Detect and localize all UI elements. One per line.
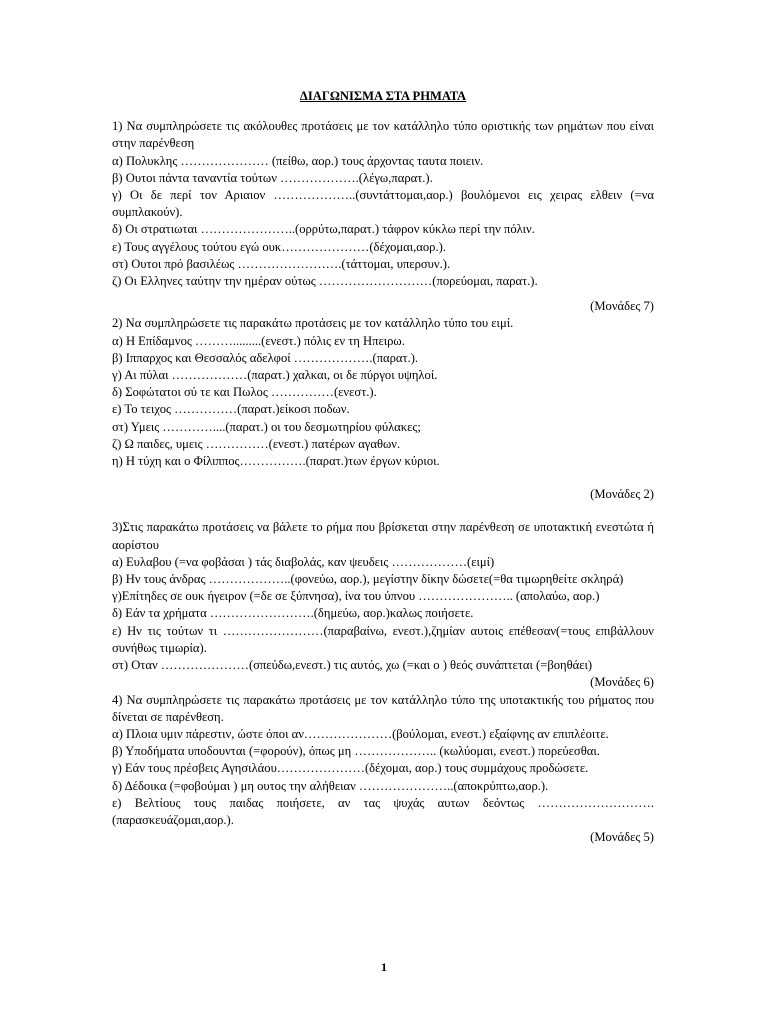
question-3-item-d: δ) Εάν τα χρήματα …………………….(δημεύω, αορ.)καλως ποιήσετε. bbox=[112, 606, 474, 621]
question-1-item-b: β) Ουτοι πάντα ταναντία τούτων ……………….(λέγω,παρατ.). bbox=[112, 170, 433, 185]
question-1-marks: (Μονάδες 7) bbox=[590, 299, 654, 314]
section-1 bbox=[112, 118, 654, 315]
question-1-item-st: στ) Ουτοι πρό βασιλέως …………………….(τάττομαι, υπερσυν.). bbox=[112, 256, 451, 271]
question-2-intro: 2) Να συμπληρώσετε τις παρακάτω προτάσεις με τον κατάλληλο τύπο του ειμί. bbox=[112, 316, 514, 331]
question-3-item-a: α) Ευλαβου (=να φοβάσαι ) τάς διαβολάς, καν ψευδεις ………………(ειμί) bbox=[112, 554, 495, 569]
question-4-marks: (Μονάδες 5) bbox=[590, 830, 654, 845]
question-1-item-d: δ) Οι στρατιωται …………………..(ορρύτω,παρατ.) τάφρον κύκλω περί την πόλιν. bbox=[112, 222, 535, 237]
question-1-intro: 1) Να συμπληρώσετε τις ακόλουθες προτάσεις με τον κατάλληλο τύπο οριστικής των ρημάτων που είναι στην παρένθεση bbox=[112, 119, 654, 151]
question-2-item-i: η) Η τύχη και ο Φίλιππος…………….(παρατ.)των έργων κύριοι. bbox=[112, 454, 440, 469]
question-2-marks: (Μονάδες 2) bbox=[590, 487, 654, 502]
question-4-item-a: α) Πλοια υμιν πάρεστιν, ώστε όποι αν…………………(βούλομαι, ενεστ.) εξαίφνης αν επιπλέοιτε. bbox=[112, 726, 609, 741]
page-title: ΔΙΑΓΩΝΙΣΜΑ ΣΤΑ ΡΗΜΑΤΑ bbox=[299, 89, 467, 103]
question-2-item-a: α) Η Επίδαμνος ……….........(ενεστ.) πόλις εν τη Ηπειρω. bbox=[112, 333, 405, 348]
question-3-item-b: β) Ην τους άνδρας ………………..(φονεύω, αορ.), μεγίστην δίκην δώσετε(=θα τιμωρηθείτε σκληρά) bbox=[112, 572, 624, 587]
section-4 bbox=[112, 692, 654, 847]
question-2-item-c: γ) Αι πύλαι ………………(παρατ.) χαλκαι, οι δε πύργοι υψηλοί. bbox=[112, 368, 438, 383]
question-1-item-a: α) Πολυκλης ………………… (πείθω, αορ.) τους άρχοντας ταυτα ποιειν. bbox=[112, 153, 484, 168]
question-2-item-e: ε) Το τειχος ……………(παρατ.)είκοσι ποδων. bbox=[112, 402, 350, 417]
question-3-intro: 3)Στις παρακάτω προτάσεις να βάλετε το ρήμα που βρίσκεται στην παρένθεση σε υποτακτική ενεστώτα ή αορίστου bbox=[112, 520, 654, 552]
question-3-marks: (Μονάδες 6) bbox=[590, 675, 654, 690]
question-4-item-d: δ) Δέδοικα (=φοβούμαι ) μη ουτος την αλήθειαν …………………..(αποκρύπτω,αορ.). bbox=[112, 778, 549, 793]
question-3-item-c: γ)Επίτηδες σε ουκ ήγειρον (=δε σε ξύπνησα), ίνα του ύπνου ………………….. (απολαύω, αορ.) bbox=[112, 589, 600, 604]
question-4-item-e: ε) Βελτίους τους παιδας ποιήσετε, αν τας ψυχάς αυτων δεόντως ……………………….(παρασκευάζομαι,αορ.). bbox=[112, 795, 654, 827]
question-4-intro: 4) Να συμπληρώσετε τις παρακάτω προτάσεις με τον κατάλληλο τύπο της υποτακτικής του ρήματος που δίνεται σε παρένθεση. bbox=[112, 692, 654, 724]
question-1-item-z: ζ) Οι Ελληνες ταύτην την ημέραν ούτως ………………………(πορεύομαι, παρατ.). bbox=[112, 274, 538, 289]
section-3 bbox=[112, 519, 654, 691]
question-2-item-d: δ) Σοφώτατοι σύ τε και Πωλος ……………(ενεστ.). bbox=[112, 385, 377, 400]
question-1-item-c: γ) Οι δε περί τον Αριαιον ………………..(συντάττομαι,αορ.) βουλόμενοι εις χειρας ελθειν (=να συμπλακούν). bbox=[112, 188, 654, 220]
question-4-item-c: γ) Εάν τους πρέσβεις Αγησιλάου…………………(δέχομαι, αορ.) τους συμμάχους προδώσετε. bbox=[112, 761, 589, 776]
question-2-item-z: ζ) Ω παιδες, υμεις ……………(ενεστ.) πατέρων αγαθων. bbox=[112, 436, 401, 451]
question-2-item-st: στ) Υμεις …………....(παρατ.) οι του δεσμωτηρίου φύλακες; bbox=[112, 419, 421, 434]
section-2 bbox=[112, 315, 654, 519]
question-4-item-b: β) Υποδήματα υποδουνται (=φορούν), όπως μη ……………….. (κωλύομαι, ενεστ.) πορεύεσθαι. bbox=[112, 744, 600, 759]
question-2-item-b: β) Ιππαρχος και Θεσσαλός αδελφοί ……………….(παρατ.). bbox=[112, 350, 419, 365]
document-page bbox=[112, 88, 654, 846]
question-3-item-e: ε) Ην τις τούτων τι ……………………(παραβαίνω, ενεστ.),ζημίαν αυτοις επέθεσαν(=τους επιβάλλουν συνήθως τιμωρία). bbox=[112, 623, 654, 655]
question-3-item-st: στ) Οταν …………………(σπεύδω,ενεστ.) τις αυτός, χω (=και ο ) θεός συνάπτεται (=βοηθάει) bbox=[112, 658, 593, 673]
page-number: 1 bbox=[381, 960, 387, 974]
question-1-item-e: ε) Τους αγγέλους τούτου εγώ ουκ…………………(δέχομαι,αορ.). bbox=[112, 239, 446, 254]
